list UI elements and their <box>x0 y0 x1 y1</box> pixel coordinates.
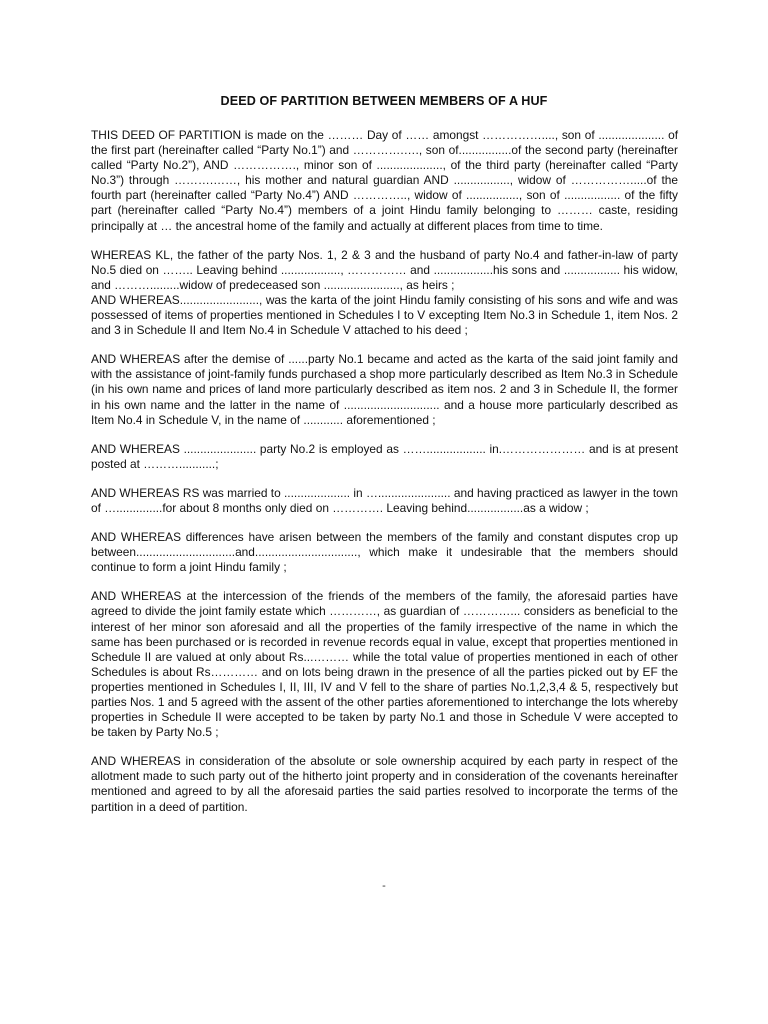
paragraph-opening: THIS DEED OF PARTITION is made on the ……… Day of …… amongst ……………...., son of .................... of the first part (hereinafter called “Party No.1”) and ………….…., son of................of the second party (hereinafter called “Party No.2”), AND ……………., minor son of ...................., of the third party (hereinafter called “Party No.3”) through ……….……, his mother and natural guardian AND ................., widow of …………….....of the fourth part (hereinafter called “Party No.4”) AND ………….., widow of ................, son of ................. of the fifty part (hereinafter called “Party No.4”) members of a joint Hindu family belonging to ……… caste, residing principally at … the ancestral home of the family and actually at different places from time to time. <box>91 128 678 233</box>
paragraph-whereas-differences: AND WHEREAS differences have arisen between the members of the family and constant disputes crop up between..............................and..............................., which make it undesirable that the members should continue to form a joint Hindu family ; <box>91 530 678 575</box>
footer-mark: - <box>382 880 386 892</box>
paragraph-whereas-karta: AND WHEREAS........................, was the karta of the joint Hindu family consisting of his sons and wife and was possessed of items of properties mentioned in Schedules I to V excepting Item No.3 in Schedule 1, item Nos. 2 and 3 in Schedule II and Item No.4 in Schedule V attached to his deed ; <box>91 292 678 338</box>
paragraph-whereas-employed: AND WHEREAS ...................... party No.2 is employed as …….................. in.………………… and is at present posted at ………...........; <box>91 441 678 471</box>
paragraph-whereas-consideration: AND WHEREAS in consideration of the absolute or sole ownership acquired by each party in respect of the allotment made to such party out of the hitherto joint property and in consideration of the covenants hereinafter mentioned and agreed to by all the aforesaid parties the said parties resolved to incorporate the terms of the partition in a deed of partition. <box>91 754 678 814</box>
paragraph-whereas-rs: AND WHEREAS RS was married to .................... in …...................... and having practiced as lawyer in the town of …..............for about 8 months only died on …………. Leaving behind.................as a widow ; <box>91 485 678 515</box>
paragraph-whereas-demise: AND WHEREAS after the demise of ......party No.1 became and acted as the karta of the said joint family and with the assistance of joint-family funds purchased a shop more particularly described as Item No.3 in Schedule (in his own name and prices of land more particularly described as item nos. 2 and 3 in Schedule II, the former in his own name and the latter in the name of ............................. and a house more particularly described as Item No.4 in Schedule V, in the name of ............ aforementioned ; <box>91 352 678 427</box>
paragraph-whereas-intercession: AND WHEREAS at the intercession of the friends of the members of the family, the aforesaid parties have agreed to divide the joint family estate which …………, as guardian of …………... considers as beneficial to the interest of her minor son aforesaid and all the properties of the family irrespective of the name in which the same has been purchased or is recorded in revenue records equal in value, except that properties mentioned in Schedule II are valued at only about Rs...……… while the total value of properties mentioned in each of other Schedules is about Rs………… and on lots being drawn in the presence of all the parties picked out by EF the properties mentioned in Schedules I, II, III, IV and V fell to the share of parties No.1,2,3,4 & 5, respectively but parties Nos. 1 and 5 agreed with the assent of the other parties aforementioned to interchange the lots whereby properties in Schedule II were accepted to be taken by party No.1 and those in Schedule V were accepted to be taken by Party No.5 ; <box>91 589 678 740</box>
document-title: DEED OF PARTITION BETWEEN MEMBERS OF A HUF <box>220 94 548 108</box>
document-body <box>91 128 678 829</box>
paragraph-whereas-kl: WHEREAS KL, the father of the party Nos. 1, 2 & 3 and the husband of party No.4 and father-in-law of party No.5 died on …….. Leaving behind .................., …………… and ..................his sons and ................. his widow, and ……….........widow of predeceased son ......................., as heirs ; <box>91 247 678 292</box>
